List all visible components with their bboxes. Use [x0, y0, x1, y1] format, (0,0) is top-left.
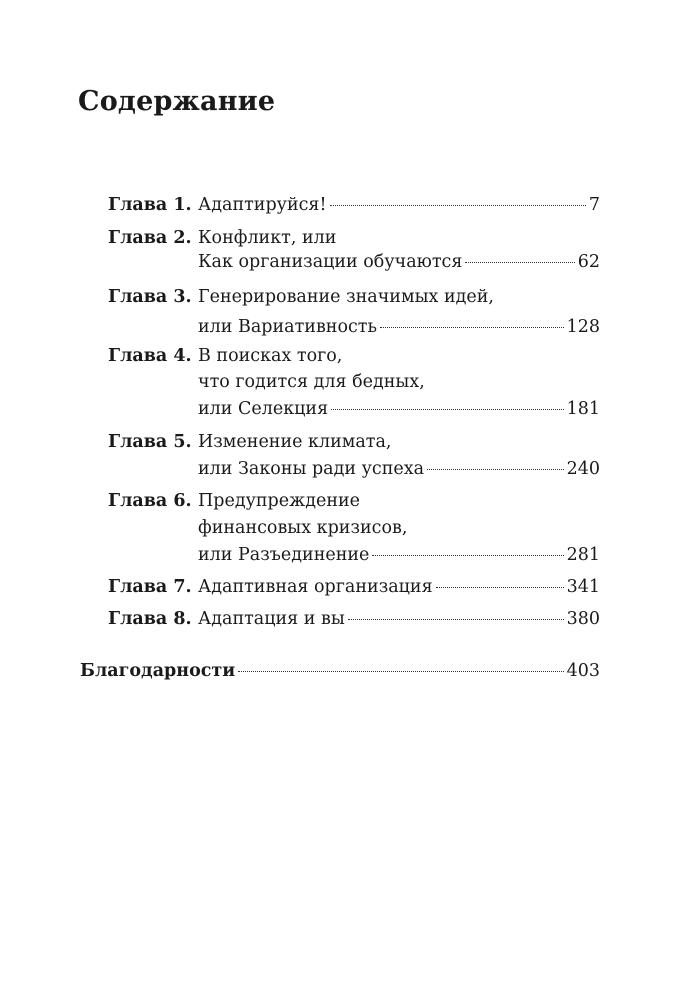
chapter-title-line: или Селекция — [198, 399, 329, 419]
chapter-title: Адаптируйся! — [198, 195, 327, 215]
chapter-label: Глава 3. — [108, 287, 192, 307]
dot-leader — [238, 671, 563, 672]
chapter-title-line: Изменение климата, — [198, 432, 392, 452]
chapter-label: Глава 7. — [108, 577, 192, 597]
dot-leader — [465, 262, 574, 263]
page-number: 181 — [566, 399, 600, 419]
chapter-title-line: Генерирование значимых идей, — [198, 287, 494, 307]
page-title: Содержание — [78, 86, 276, 117]
chapter-title-line: В поисках того, — [198, 346, 343, 366]
chapter-title-line: Конфликт, или — [198, 228, 337, 248]
chapter-title-line: Предупреждение — [198, 491, 361, 511]
page-number: 240 — [566, 459, 600, 479]
page-number: 7 — [588, 195, 600, 215]
chapter-label: Глава 4. — [108, 346, 192, 366]
page-number: 62 — [577, 252, 600, 272]
chapter-label: Глава 1. — [108, 195, 192, 215]
chapter-label: Глава 2. — [108, 228, 192, 248]
acknowledgements-title: Благодарности — [80, 661, 236, 681]
chapter-title-line: или Законы ради успеха — [198, 459, 425, 479]
chapter-title: Адаптивная организация — [198, 577, 433, 597]
chapter-title-line: что годится для бедных, — [198, 372, 425, 392]
chapter-label: Глава 6. — [108, 491, 192, 511]
dot-leader — [348, 619, 564, 620]
chapter-title-line: или Вариативность — [198, 317, 378, 337]
dot-leader — [436, 587, 564, 588]
dot-leader — [380, 327, 564, 328]
page-number: 380 — [566, 609, 600, 629]
chapter-title: Адаптация и вы — [198, 609, 345, 629]
page-number: 341 — [566, 577, 600, 597]
chapter-title-line: финансовых кризисов, — [198, 518, 408, 538]
page-number: 403 — [566, 661, 600, 681]
chapter-label: Глава 8. — [108, 609, 192, 629]
dot-leader — [427, 469, 564, 470]
chapter-label: Глава 5. — [108, 432, 192, 452]
page-number: 128 — [566, 317, 600, 337]
dot-leader — [331, 409, 563, 410]
page-number: 281 — [566, 545, 600, 565]
toc-entry-acknowledgements[interactable] — [80, 661, 600, 681]
dot-leader — [372, 555, 563, 556]
chapter-title-line: или Разъединение — [198, 545, 370, 565]
dot-leader — [330, 205, 586, 206]
chapter-title-line: Как организации обучаются — [198, 252, 463, 272]
